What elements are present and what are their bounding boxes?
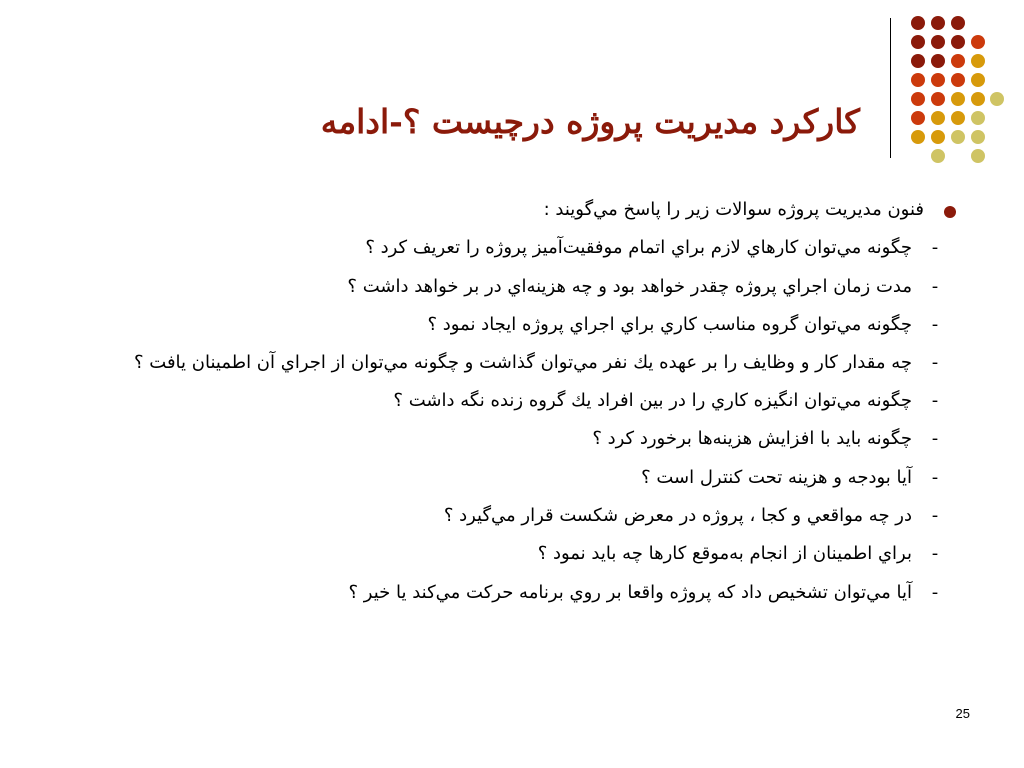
- dot: [911, 130, 925, 144]
- dot: [911, 73, 925, 87]
- dot-row-1: [911, 16, 965, 30]
- dot-row-4: [911, 73, 985, 87]
- question-text: چگونه مي‌توان گروه مناسب كاري براي اجراي پروژه ايجاد نمود ؟: [427, 313, 912, 335]
- question-item: [82, 423, 942, 455]
- dot: [990, 92, 1004, 106]
- dot: [951, 35, 965, 49]
- dot: [951, 54, 965, 68]
- dash-marker: -: [931, 275, 939, 297]
- dash-marker: -: [931, 390, 939, 412]
- dot: [971, 92, 985, 106]
- question-text: چگونه مي‌توان انگيزه كاري را در بين افراد يك گروه زنده نگه داشت ؟: [393, 390, 912, 412]
- question-item: [82, 309, 942, 341]
- dot: [931, 149, 945, 163]
- dash-marker: -: [931, 581, 939, 603]
- dot: [971, 35, 985, 49]
- dot: [931, 16, 945, 30]
- slide-body: [82, 194, 942, 615]
- dash-marker: -: [931, 352, 939, 374]
- dot: [911, 111, 925, 125]
- question-item: [82, 347, 942, 379]
- dot: [931, 130, 945, 144]
- dot: [931, 92, 945, 106]
- question-text: چگونه بايد با افزايش هزينه‌ها برخورد كرد ؟: [592, 428, 912, 450]
- dot-row-7: [911, 130, 985, 144]
- question-text: مدت زمان اجراي پروژه چقدر خواهد بود و چه هزينه‌اي در بر خواهد داشت ؟: [347, 275, 912, 297]
- dot: [931, 54, 945, 68]
- question-text: آيا مي‌توان تشخيص داد كه پروژه واقعا بر روي برنامه حركت مي‌كند يا خير ؟: [348, 581, 912, 603]
- question-text: در چه مواقعي و كجا ، پروژه در معرض شكست قرار مي‌گيرد ؟: [443, 505, 912, 527]
- dash-marker: -: [931, 428, 939, 450]
- dot: [931, 73, 945, 87]
- dash-marker: -: [931, 505, 939, 527]
- question-item: [82, 385, 942, 417]
- dot: [971, 73, 985, 87]
- dot: [911, 16, 925, 30]
- dot: [971, 54, 985, 68]
- intro-line: [82, 194, 942, 226]
- dot-row-5: [911, 92, 1004, 106]
- question-text: چگونه مي‌توان كارهاي لازم براي اتمام موفقيت‌آميز پروژه را تعريف كرد ؟: [365, 237, 912, 259]
- dot: [971, 149, 985, 163]
- slide-title: كاركرد مديريت پروژه درچيست ؟-ادامه: [320, 102, 860, 141]
- dot: [971, 111, 985, 125]
- question-item: [82, 500, 942, 532]
- dot: [931, 35, 945, 49]
- dot-row-3: [911, 54, 985, 68]
- dash-marker: -: [931, 237, 939, 259]
- question-item: [82, 538, 942, 570]
- dash-marker: -: [931, 466, 939, 488]
- dot: [951, 92, 965, 106]
- dash-marker: -: [931, 543, 939, 565]
- intro-text: فنون مديريت پروژه سوالات زير را پاسخ مي‌گويند :: [543, 199, 924, 220]
- dot-row-2: [911, 35, 985, 49]
- dot-row-6: [911, 111, 985, 125]
- bullet-dot-icon: [944, 206, 956, 218]
- question-text: چه مقدار كار و وظايف را بر عهده يك نفر مي‌توان گذاشت و چگونه مي‌توان از اجراي آن اطمينان يافت ؟: [134, 352, 912, 374]
- question-text: براي اطمينان از انجام به‌موقع كارها چه بايد نمود ؟: [537, 543, 912, 565]
- title-divider-line: [890, 18, 891, 158]
- dot: [971, 130, 985, 144]
- dot: [911, 35, 925, 49]
- dot: [951, 16, 965, 30]
- question-item: [82, 462, 942, 494]
- dot: [911, 54, 925, 68]
- question-item: [82, 271, 942, 303]
- question-item: [82, 232, 942, 264]
- dot: [951, 130, 965, 144]
- question-text: آيا بودجه و هزينه تحت كنترل است ؟: [641, 466, 912, 488]
- dot: [931, 111, 945, 125]
- dot: [951, 73, 965, 87]
- dot: [911, 92, 925, 106]
- dash-marker: -: [931, 313, 939, 335]
- page-number: 25: [955, 706, 970, 721]
- dot: [951, 111, 965, 125]
- question-item: [82, 577, 942, 609]
- dot-row-8: [931, 149, 985, 163]
